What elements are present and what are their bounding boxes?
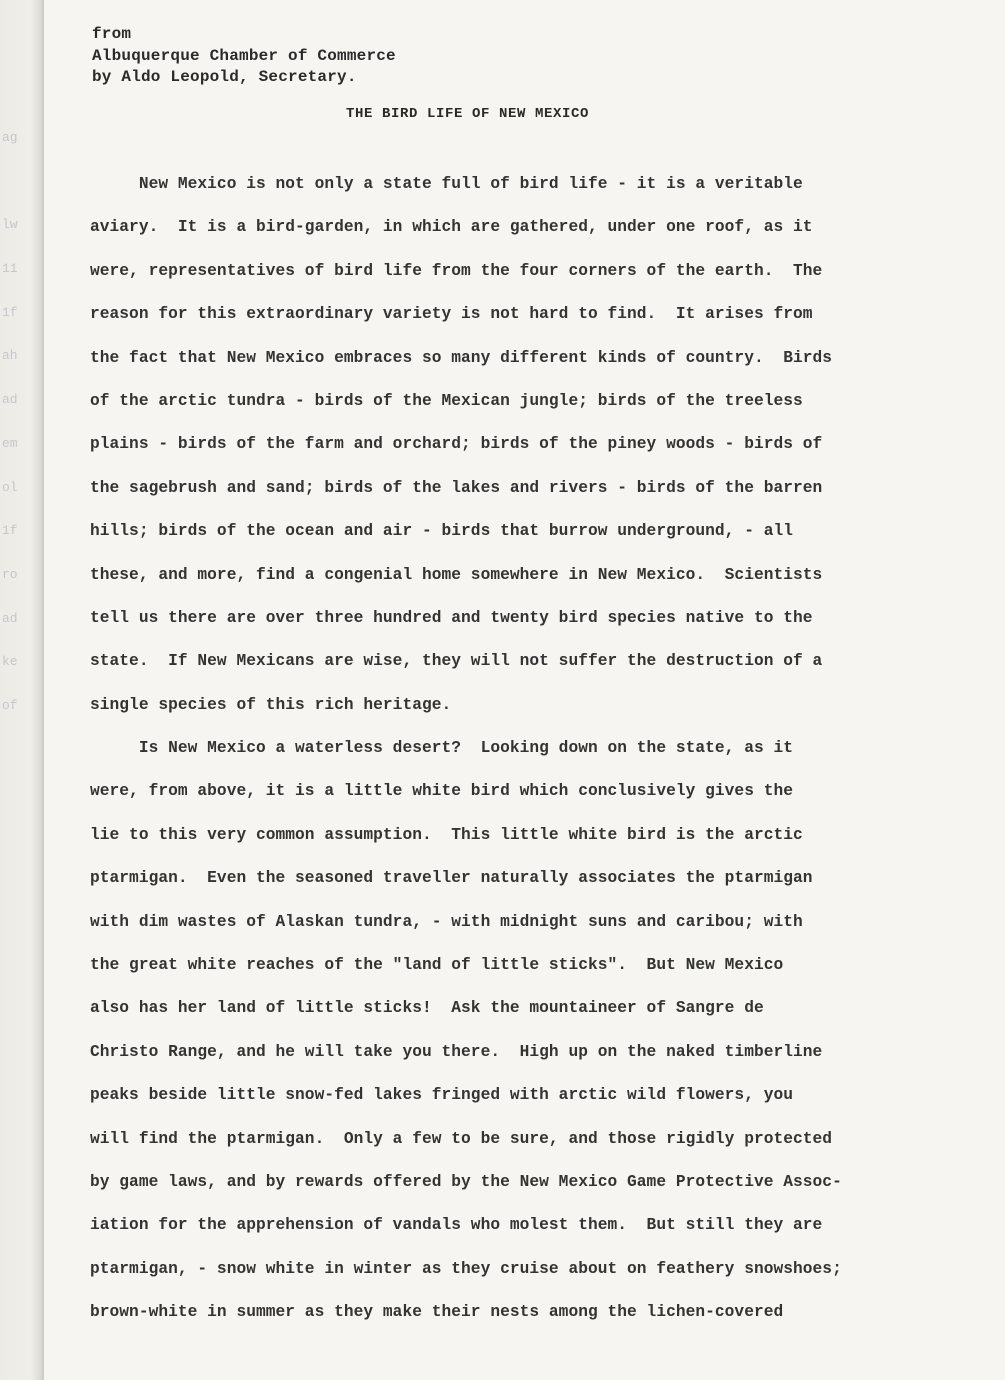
margin-fragment: ol (2, 479, 18, 495)
margin-fragment: em (2, 435, 18, 451)
header-from: from (92, 25, 132, 43)
margin-fragment: ad (2, 610, 18, 626)
text-line: peaks beside little snow-fed lakes fringed with arctic wild flowers, you (90, 1086, 794, 1105)
text-line: aviary. It is a bird-garden, in which are gathered, under one roof, as it (90, 218, 813, 237)
margin-fragment: ro (2, 566, 18, 582)
header-author: by Aldo Leopold, Secretary. (92, 68, 357, 86)
text-line: will find the ptarmigan. Only a few to be sure, and those rigidly protected (90, 1129, 833, 1148)
text-line: plains - birds of the farm and orchard; birds of the piney woods - birds of (90, 435, 823, 454)
text-line: the fact that New Mexico embraces so many different kinds of country. Birds (90, 348, 833, 367)
text-line: of the arctic tundra - birds of the Mexican jungle; birds of the treeless (90, 391, 803, 410)
text-line: Christo Range, and he will take you there. High up on the naked timberline (90, 1042, 823, 1061)
body-text (90, 170, 900, 1342)
margin-fragment: 11 (2, 261, 18, 277)
text-line: were, from above, it is a little white bird which conclusively gives the (90, 782, 794, 801)
text-line: brown-white in summer as they make their nests among the lichen-covered (90, 1303, 784, 1322)
text-line: iation for the apprehension of vandals who molest them. But still they are (90, 1216, 823, 1235)
text-line: Is New Mexico a waterless desert? Looking down on the state, as it (90, 739, 794, 758)
margin-fragment: 1f (2, 304, 18, 320)
margin-fragment: ag (2, 130, 18, 145)
text-line: the great white reaches of the "land of little sticks". But New Mexico (90, 956, 784, 975)
text-line: reason for this extraordinary variety is not hard to find. It arises from (90, 305, 813, 324)
text-line: by game laws, and by rewards offered by the New Mexico Game Protective Assoc- (90, 1172, 842, 1191)
document-title: THE BIRD LIFE OF NEW MEXICO (345, 106, 590, 122)
binding-edge (0, 0, 44, 1380)
bleed-through-margin (2, 130, 24, 742)
margin-fragment: ah (2, 348, 18, 364)
text-line: state. If New Mexicans are wise, they will not suffer the destruction of a (90, 652, 823, 671)
text-line: tell us there are over three hundred and twenty bird species native to the (90, 608, 813, 627)
text-line: also has her land of little sticks! Ask the mountaineer of Sangre de (90, 999, 764, 1018)
text-line: ptarmigan. Even the seasoned traveller naturally associates the ptarmigan (90, 869, 813, 888)
text-line: were, representatives of bird life from the four corners of the earth. The (90, 261, 823, 280)
text-line: hills; birds of the ocean and air - birds that burrow underground, - all (90, 522, 794, 541)
text-line: New Mexico is not only a state full of bird life - it is a veritable (90, 175, 803, 193)
margin-fragment (2, 174, 24, 218)
text-line: with dim wastes of Alaskan tundra, - with midnight suns and caribou; with (90, 912, 803, 931)
margin-fragment: lw (2, 217, 18, 233)
letter-header (92, 24, 396, 89)
text-line: ptarmigan, - snow white in winter as they cruise about on feathery snowshoes; (90, 1259, 842, 1278)
margin-fragment: 1f (2, 523, 18, 539)
text-line: these, and more, find a congenial home somewhere in New Mexico. Scientists (90, 565, 823, 584)
text-line: single species of this rich heritage. (90, 695, 452, 714)
margin-fragment: ke (2, 654, 18, 670)
margin-fragment: ad (2, 392, 18, 408)
text-line: lie to this very common assumption. This little white bird is the arctic (90, 825, 803, 844)
text-line: the sagebrush and sand; birds of the lakes and rivers - birds of the barren (90, 478, 823, 497)
header-organization: Albuquerque Chamber of Commerce (92, 46, 396, 65)
margin-fragment: of (2, 697, 18, 713)
